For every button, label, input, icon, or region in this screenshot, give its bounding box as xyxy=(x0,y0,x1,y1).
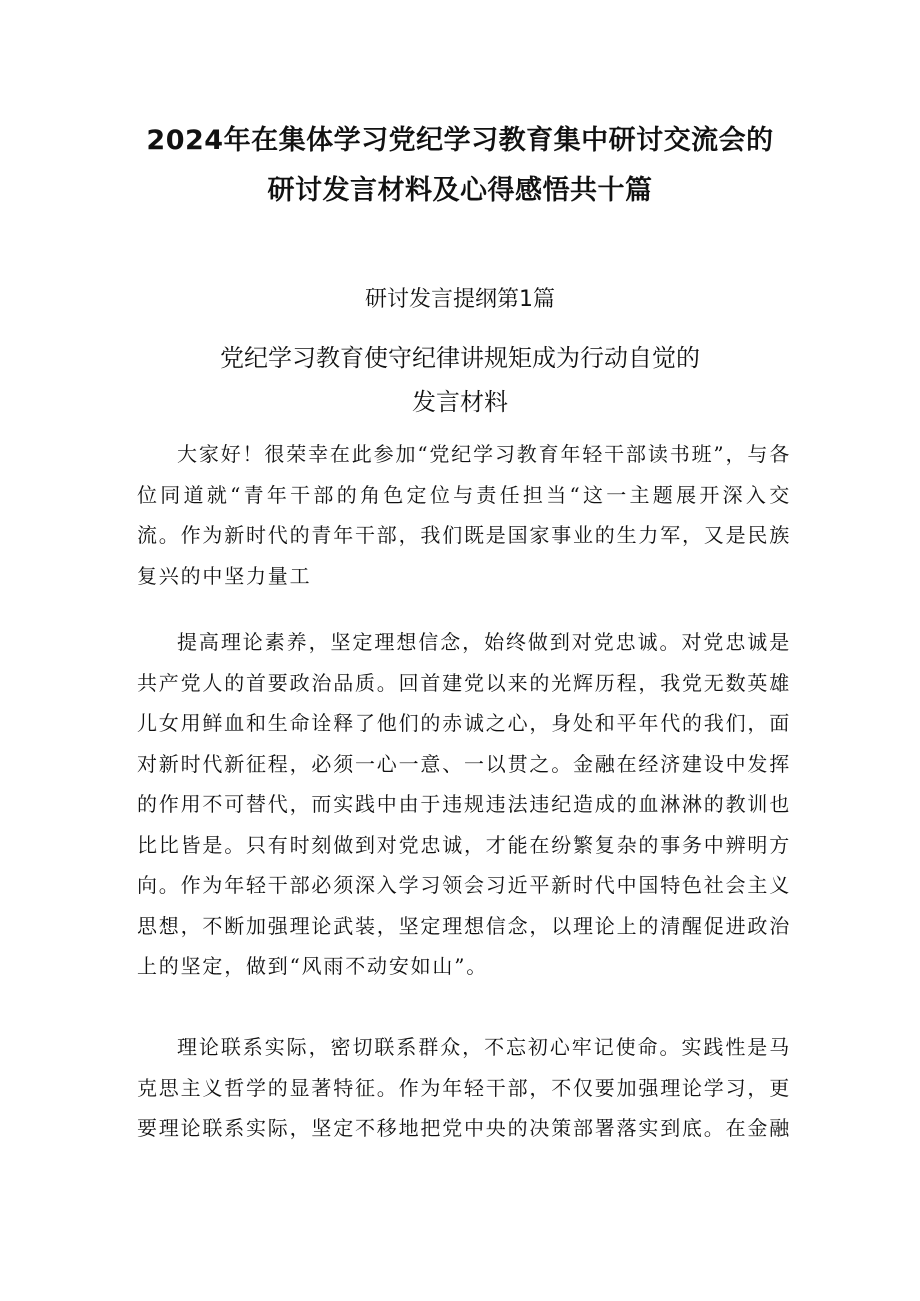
document-title-line-2: 研讨发言材料及心得感悟共十篇 xyxy=(267,175,653,206)
document-title-line-1: 2024年在集体学习党纪学习教育集中研讨交流会的 xyxy=(146,125,774,156)
article-title-line-1: 党纪学习教育使守纪律讲规矩成为行动自觉的 xyxy=(220,344,700,372)
body-paragraph-1: 大家好！很荣幸在此参加“党纪学习教育年轻干部读书班”，与各位同道就“青年干部的角色定位与责任担当“这一主题展开深入交流。作为新时代的青年干部，我们既是国家事业的生力军，又是民族复兴的中坚力量工 xyxy=(137,442,791,588)
article-title-line-2: 发言材料 xyxy=(412,388,508,416)
body-paragraph-2: 提高理论素养，坚定理想信念，始终做到对党忠诚。对党忠诚是共产党人的首要政治品质。回首建党以来的光辉历程，我党无数英雄儿女用鲜血和生命诠释了他们的赤诚之心，身处和平年代的我们，面对新时代新征程，必须一心一意、一以贯之。金融在经济建设中发挥的作用不可替代，而实践中由于违规违法违纪造成的血淋淋的教训也比比皆是。只有时刻做到对党忠诚，才能在纷繁复杂的事务中辨明方向。作为年轻干部必须深入学习领会习近平新时代中国特色社会主义思想，不断加强理论武装，坚定理想信念，以理论上的清醒促进政治上的坚定，做到“风雨不动安如山”。 xyxy=(137,630,791,978)
body-paragraph-3: 理论联系实际，密切联系群众，不忘初心牢记使命。实践性是马克思主义哲学的显著特征。作为年轻干部，不仅要加强理论学习，更要理论联系实际，坚定不移地把党中央的决策部署落实到底。在金融 xyxy=(137,1035,791,1140)
section-heading: 研讨发言提纲第1篇 xyxy=(365,287,555,312)
